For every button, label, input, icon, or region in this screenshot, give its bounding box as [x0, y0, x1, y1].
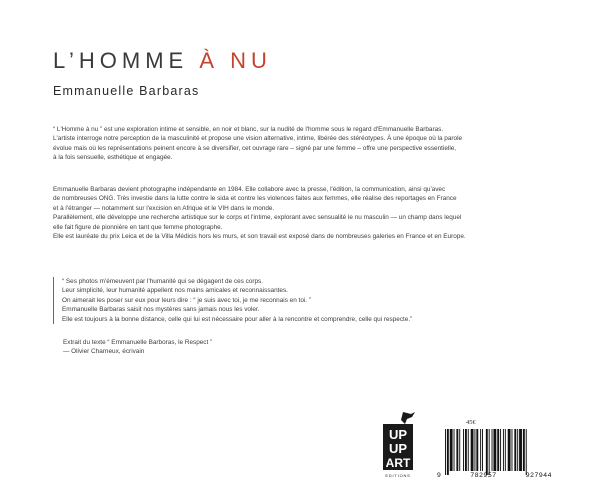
logo-text-mid: UP: [388, 441, 408, 456]
logo-sub: EDITIONS: [385, 473, 411, 478]
quote-line: “ Ses photos m'émeuvent par l'humanité qui se dégagent de ces corps.: [62, 278, 264, 285]
quote-line: Elle est toujours à la bonne distance, celle qui lui est nécessaire pour aller à la rencontre et comprendre, celle qui respecte.”: [62, 315, 413, 323]
quote-attribution: [63, 338, 212, 357]
title-accent: À NU: [199, 48, 272, 73]
isbn-first-digit: 9: [437, 472, 442, 479]
text-line: Parallèlement, elle développe une recherche artistique sur le corps et l'intime, explorant avec sensualité le nu masculin — un champ dans lequel: [53, 214, 462, 222]
title-main: L’HOMME: [53, 48, 189, 73]
quote-source: Extrait du texte “ Emmanuelle Barboras, le Respect ”: [63, 339, 213, 346]
quote-line: On aimerait les poser sur eux pour leurs dire : “ je suis avec toi, je me reconnais en toi. ”: [62, 296, 311, 304]
text-line: à la fois sensuelle, esthétique et engagée.: [53, 154, 173, 162]
text-line: Elle est lauréate du prix Leica et de la Villa Médicis hors les murs, et son travail est exposé dans de nombreuses galeries en France et en Europe.: [53, 233, 466, 241]
text-line: de nombreuses ONG. Très investie dans la lutte contre le sida et contre les violences faites aux femmes, elle réalise des reportages en France: [53, 195, 457, 203]
price-label: 45€: [466, 419, 476, 426]
text-line: et à l'étranger — notamment sur l'excision en Afrique et le VIH dans le monde.: [53, 204, 275, 212]
isbn-number: [437, 472, 552, 479]
isbn-group-1: 782957: [470, 472, 497, 479]
text-line: elle fait figure de pionnière en tant que femme photographe.: [53, 223, 223, 231]
quote-line: Emmanuelle Barbaras saisit nos mystères sans jamais nous les voler.: [62, 306, 260, 314]
text-line: Emmanuelle Barbaras devient photographe indépendante en 1984. Elle collabore avec la presse, l'édition, la communication, ainsi qu'avec: [53, 186, 446, 193]
quote-author: — Olivier Charneux, écrivain: [63, 348, 145, 356]
quote-line: Leur simplicité, leur humanité appellent nos mains amicales et reconnaissantes.: [62, 287, 288, 295]
quote-block: [53, 277, 557, 324]
intro-paragraph: [53, 125, 548, 163]
publisher-logo: [381, 410, 417, 480]
isbn-group-2: 927944: [525, 472, 552, 479]
logo-text-top: UP: [388, 427, 408, 442]
text-line: évolue mais où les représentations peinent encore à se diversifier, cet ouvrage rare – signé par une femme – offre une perspective essentielle,: [53, 144, 457, 152]
bird-icon: [401, 412, 415, 424]
biography-paragraph: [53, 185, 548, 241]
text-line: “ L'Homme à nu ” est une exploration intime et sensible, en noir et blanc, sur la nudité de l'homme sous le regard d'Emmanuelle Barbaras.: [53, 126, 444, 133]
logo-text-bottom: ART: [385, 456, 411, 470]
book-title: [53, 48, 272, 74]
author-name: Emmanuelle Barbaras: [53, 84, 200, 98]
text-line: L'artiste interroge notre perception de la masculinité et propose une vision alternative, intime, libérée des stéréotypes. À une époque où la parole: [53, 135, 463, 143]
